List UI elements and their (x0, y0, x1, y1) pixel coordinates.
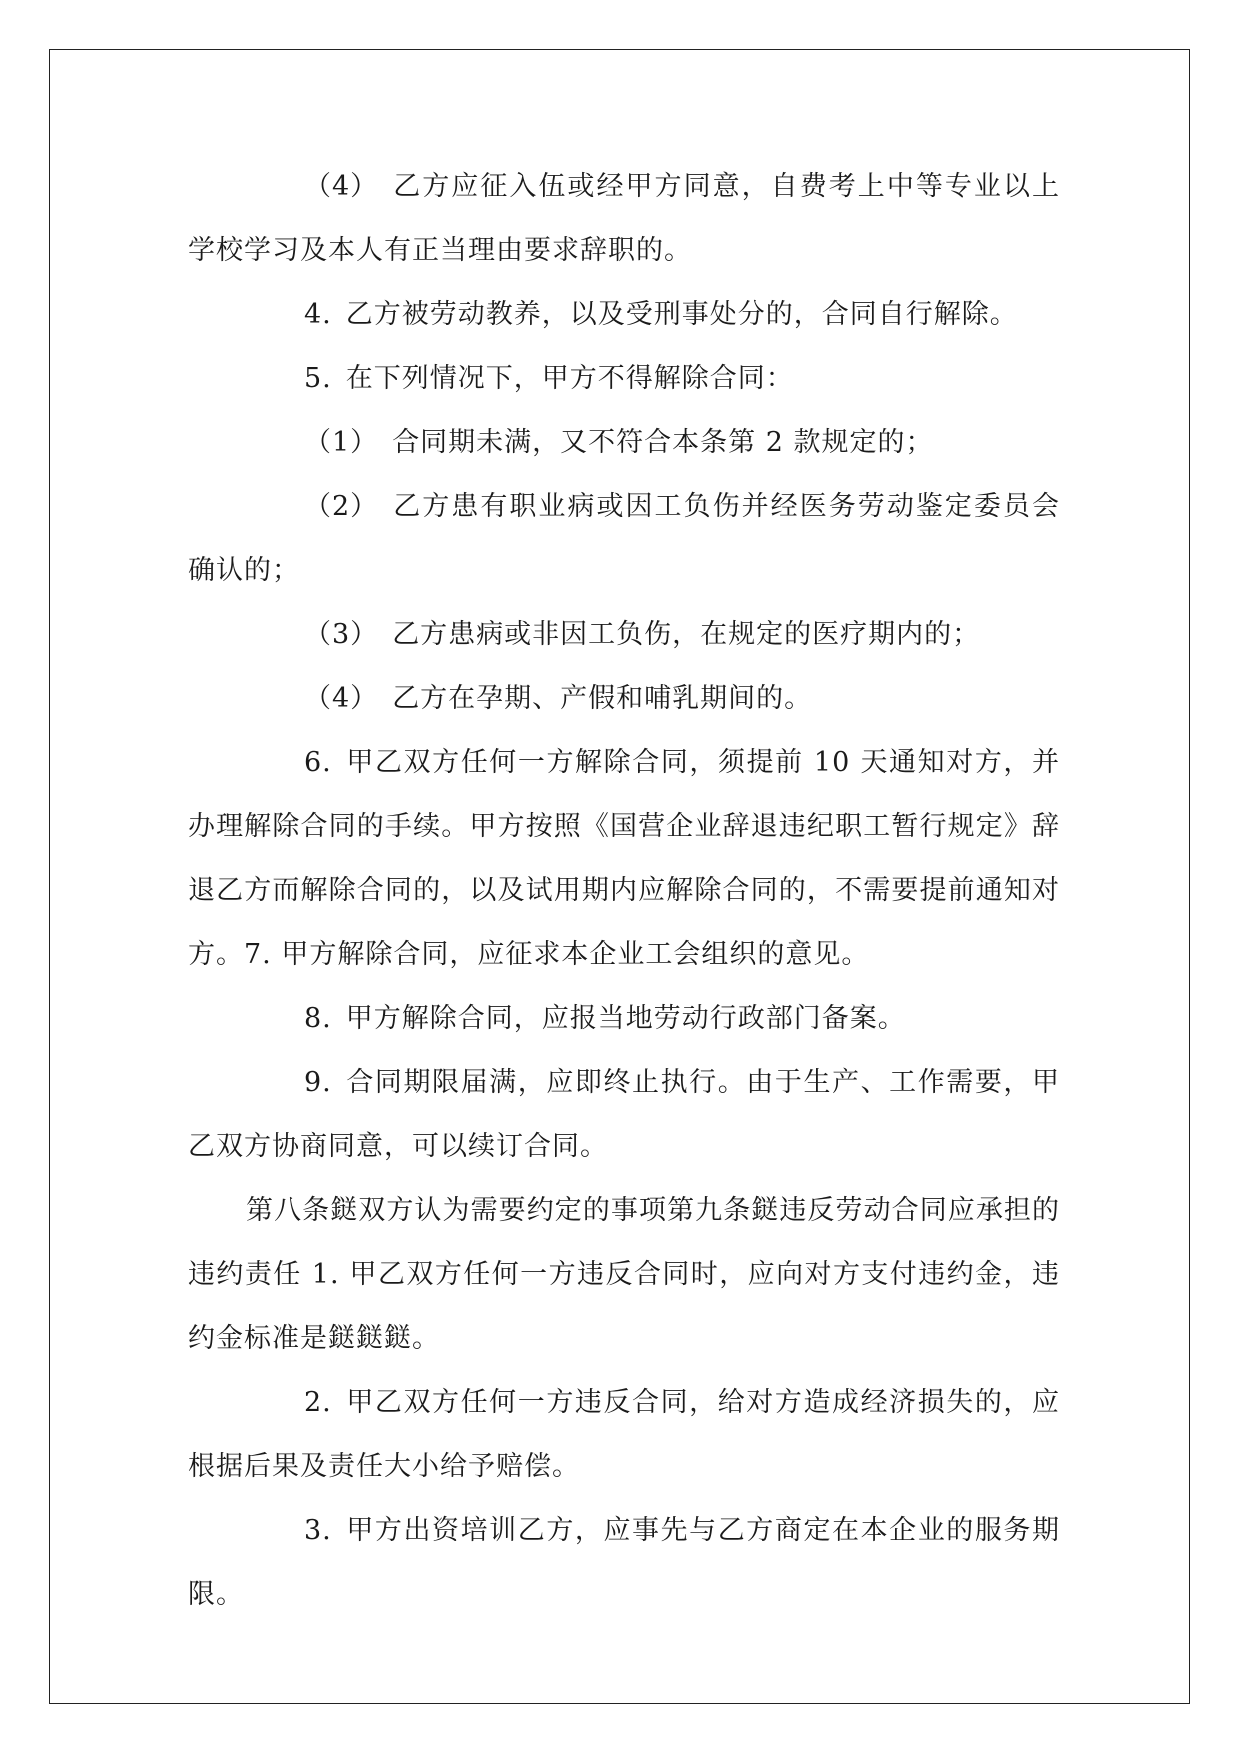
list-marker: 8. (304, 1003, 332, 1034)
paragraph-item-4 (188, 283, 1060, 347)
paragraph-sub-1 (188, 411, 1060, 475)
paragraph-text: 甲乙双方任何一方解除合同，须提前 10 天通知对方，并办理解除合同的手续。甲方按照《国营企业辞退违纪职工暂行规定》辞退乙方而解除合同的，以及试用期内应解除合同的，不需要提前通知对方。7. 甲方解除合同，应征求本企业工会组织的意见。 (188, 747, 1060, 970)
paragraph-text: 甲方出资培训乙方，应事先与乙方商定在本企业的服务期限。 (188, 1515, 1060, 1610)
list-marker: 5. (304, 363, 332, 394)
paragraph-text: 乙方应征入伍或经甲方同意，自费考上中等专业以上学校学习及本人有正当理由要求辞职的。 (188, 171, 1060, 266)
paragraph-text: 合同期未满，又不符合本条第 2 款规定的； (392, 427, 934, 458)
paragraph-text: 乙方被劳动教养，以及受刑事处分的，合同自行解除。 (345, 299, 1018, 330)
paragraph-text: 乙方在孕期、产假和哺乳期间的。 (392, 683, 813, 714)
paragraph-text: 乙方患有职业病或因工负伤并经医务劳动鉴定委员会确认的； (188, 491, 1060, 586)
list-marker: （4） (304, 683, 379, 714)
paragraph-clause-3-4 (188, 155, 1060, 283)
paragraph-item-8 (188, 987, 1060, 1051)
paragraph-item-6 (188, 731, 1060, 987)
paragraph-text: 合同期限届满，应即终止执行。由于生产、工作需要，甲乙双方协商同意，可以续订合同。 (188, 1067, 1060, 1162)
paragraph-text: 甲方解除合同，应报当地劳动行政部门备案。 (345, 1003, 906, 1034)
list-marker: 9. (304, 1067, 332, 1098)
paragraph-text: 第八条鎹双方认为需要约定的事项第九条鎹违反劳动合同应承担的违约责任 1. 甲乙双方任何一方违反合同时，应向对方支付违约金，违约金标准是鎹鎹鎹。 (188, 1195, 1060, 1354)
paragraph-item-9 (188, 1051, 1060, 1179)
list-marker: 2. (304, 1387, 332, 1418)
paragraph-text: 乙方患病或非因工负伤，在规定的医疗期内的； (392, 619, 981, 650)
list-marker: （3） (304, 619, 379, 650)
paragraph-sub-2 (188, 475, 1060, 603)
paragraph-liability-3 (188, 1499, 1060, 1627)
list-marker: （2） (304, 491, 379, 522)
list-marker: 4. (304, 299, 332, 330)
list-marker: （4） (304, 171, 379, 202)
document-body (188, 155, 1060, 1627)
list-marker: 3. (304, 1515, 332, 1546)
paragraph-sub-3 (188, 603, 1060, 667)
paragraph-item-5 (188, 347, 1060, 411)
list-marker: （1） (304, 427, 379, 458)
list-marker: 6. (304, 747, 332, 778)
paragraph-liability-2 (188, 1371, 1060, 1499)
paragraph-text: 在下列情况下，甲方不得解除合同： (345, 363, 794, 394)
paragraph-article-8-9 (188, 1179, 1060, 1371)
paragraph-text: 甲乙双方任何一方违反合同，给对方造成经济损失的，应根据后果及责任大小给予赔偿。 (188, 1387, 1060, 1482)
paragraph-sub-4 (188, 667, 1060, 731)
